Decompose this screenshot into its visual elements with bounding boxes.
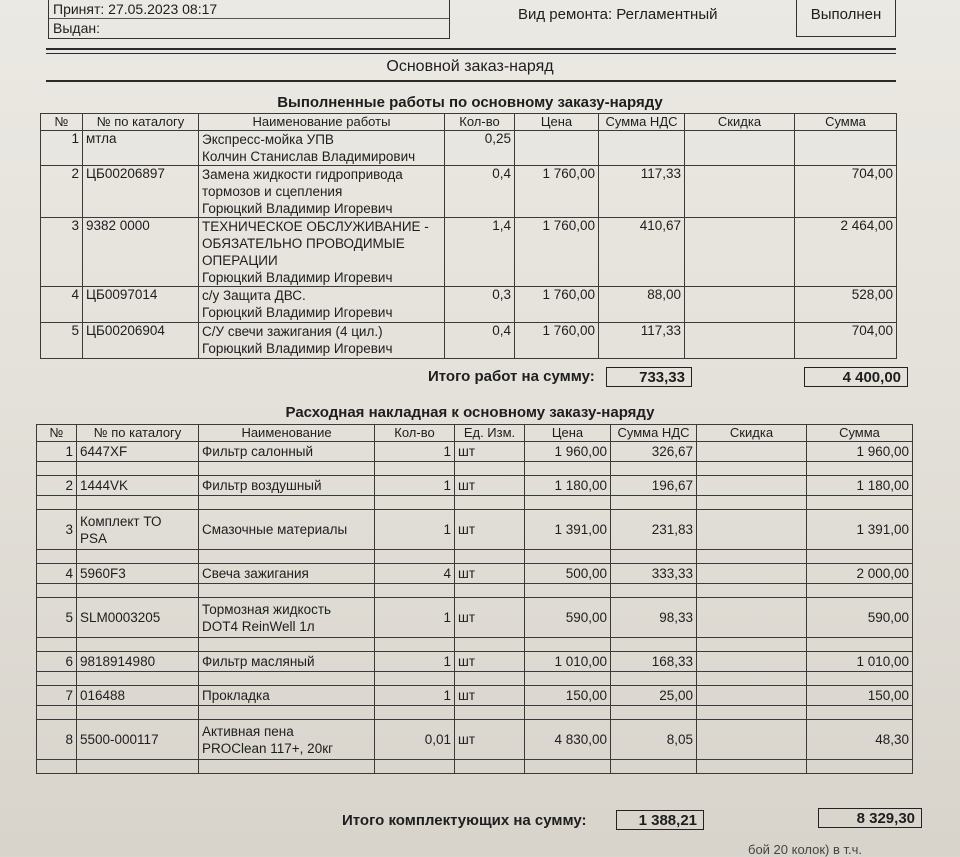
cell-discount (697, 442, 807, 462)
catalog-cell (77, 442, 199, 462)
empty-cell (525, 496, 611, 510)
repair-type: Вид ремонта: Регламентный (518, 6, 718, 23)
row-number: 4 (41, 287, 83, 323)
row-number: 1 (37, 442, 77, 462)
catalog-line: 9818914980 (80, 654, 156, 669)
cell-vat: 231,83 (611, 510, 697, 550)
cell-price: 150,00 (525, 686, 611, 706)
column-header: Наименование работы (199, 114, 445, 131)
empty-cell (375, 672, 455, 686)
part-name-line: Фильтр салонный (202, 444, 314, 459)
empty-cell (611, 638, 697, 652)
empty-cell (697, 496, 807, 510)
table-row (37, 476, 913, 496)
empty-cell (77, 584, 199, 598)
row-number: 2 (41, 166, 83, 218)
cell-discount (697, 720, 807, 760)
empty-cell (807, 672, 913, 686)
empty-cell (199, 550, 375, 564)
spacer-row (37, 706, 913, 720)
empty-cell (697, 706, 807, 720)
works-table-title: Выполненные работы по основному заказу-наряду (277, 94, 663, 111)
empty-cell (525, 706, 611, 720)
empty-cell (375, 638, 455, 652)
empty-cell (375, 760, 455, 774)
cell-qty: 1 (375, 442, 455, 462)
cell-discount (685, 131, 795, 166)
empty-cell (807, 584, 913, 598)
work-name-cell (199, 287, 445, 323)
empty-cell (199, 760, 375, 774)
works-table (40, 113, 897, 359)
empty-cell (697, 760, 807, 774)
work-name-cell (199, 131, 445, 166)
empty-cell (375, 550, 455, 564)
empty-cell (77, 496, 199, 510)
work-name-line: ОПЕРАЦИИ (202, 253, 278, 268)
works-total-vat: 733,33 (606, 367, 692, 387)
empty-cell (525, 760, 611, 774)
row-number: 5 (41, 323, 83, 359)
spacer-row (37, 462, 913, 476)
part-name-cell (199, 652, 375, 672)
cell-unit: шт (455, 652, 525, 672)
empty-cell (199, 584, 375, 598)
parts-total-sum: 8 329,30 (818, 808, 922, 828)
cell-price (515, 131, 599, 166)
cell-sum: 48,30 (807, 720, 913, 760)
empty-cell (455, 496, 525, 510)
empty-cell (77, 462, 199, 476)
column-header: Цена (525, 425, 611, 442)
cell-vat: 25,00 (611, 686, 697, 706)
cell-vat: 98,33 (611, 598, 697, 638)
catalog-cell (77, 598, 199, 638)
cell-discount (697, 652, 807, 672)
empty-cell (199, 672, 375, 686)
cell-sum: 1 960,00 (807, 442, 913, 462)
divider (46, 53, 896, 54)
cell-sum: 2 464,00 (795, 218, 897, 287)
table-row (37, 686, 913, 706)
cell-price: 1 760,00 (515, 287, 599, 323)
table-row (37, 720, 913, 760)
empty-cell (807, 550, 913, 564)
column-header: Сумма НДС (599, 114, 685, 131)
table-row (37, 652, 913, 672)
column-header: Сумма НДС (611, 425, 697, 442)
empty-cell (697, 550, 807, 564)
part-name-line: Свеча зажигания (202, 566, 309, 581)
cell-vat: 333,33 (611, 564, 697, 584)
worker-name: Колчин Станислав Владимирович (202, 149, 416, 164)
work-name-line: тормозов и сцепления (202, 184, 343, 199)
parts-table (36, 424, 913, 774)
catalog-cell (77, 686, 199, 706)
cell-vat: 326,67 (611, 442, 697, 462)
empty-cell (37, 760, 77, 774)
column-header: № по каталогу (77, 425, 199, 442)
cell-price: 1 180,00 (525, 476, 611, 496)
cell-qty: 0,3 (445, 287, 515, 323)
cell-sum: 150,00 (807, 686, 913, 706)
row-number: 8 (37, 720, 77, 760)
cell-vat: 410,67 (599, 218, 685, 287)
work-name-line: с/у Защита ДВС. (202, 288, 306, 303)
empty-cell (611, 672, 697, 686)
empty-cell (199, 496, 375, 510)
status-badge: Выполнен (796, 0, 896, 37)
accepted-date: Принят: 27.05.2023 08:17 (49, 0, 449, 19)
part-name-cell (199, 564, 375, 584)
column-header: Кол-во (445, 114, 515, 131)
cell-price: 1 960,00 (525, 442, 611, 462)
part-name-line: DOT4 ReinWell 1л (202, 618, 315, 634)
cell-price: 4 830,00 (525, 720, 611, 760)
catalog-line: 6447XF (80, 444, 128, 459)
empty-cell (697, 638, 807, 652)
part-name-cell (199, 598, 375, 638)
empty-cell (455, 638, 525, 652)
cell-vat: 117,33 (599, 323, 685, 359)
cell-vat: 196,67 (611, 476, 697, 496)
spacer-row (37, 550, 913, 564)
cell-qty: 1 (375, 510, 455, 550)
empty-cell (77, 638, 199, 652)
cell-price: 1 760,00 (515, 218, 599, 287)
worker-name: Горюцкий Владимир Игоревич (202, 201, 393, 216)
cell-vat: 88,00 (599, 287, 685, 323)
cell-discount (697, 686, 807, 706)
catalog-cell (77, 510, 199, 550)
empty-cell (375, 706, 455, 720)
empty-cell (525, 638, 611, 652)
cell-qty: 1 (375, 476, 455, 496)
work-name-cell (199, 323, 445, 359)
parts-total-label: Итого комплектующих на сумму: (342, 812, 587, 829)
empty-cell (525, 672, 611, 686)
row-number: 7 (37, 686, 77, 706)
worker-name: Горюцкий Владимир Игоревич (202, 341, 393, 356)
empty-cell (455, 760, 525, 774)
row-number: 1 (41, 131, 83, 166)
work-name-line: Экспресс-мойка УПВ (202, 132, 334, 147)
empty-cell (807, 706, 913, 720)
cell-qty: 1,4 (445, 218, 515, 287)
cell-unit: шт (455, 686, 525, 706)
part-name-cell (199, 720, 375, 760)
empty-cell (77, 672, 199, 686)
work-name-cell (199, 166, 445, 218)
empty-cell (697, 584, 807, 598)
catalog-cell (77, 720, 199, 760)
empty-cell (375, 496, 455, 510)
cell-unit: шт (455, 476, 525, 496)
cell-qty: 1 (375, 598, 455, 638)
column-header: Ед. Изм. (455, 425, 525, 442)
cell-qty: 0,4 (445, 323, 515, 359)
column-header: Скидка (685, 114, 795, 131)
empty-cell (807, 760, 913, 774)
cell-sum: 1 391,00 (807, 510, 913, 550)
table-row (41, 218, 897, 287)
catalog-line: SLM0003205 (80, 610, 161, 625)
cell-discount (685, 323, 795, 359)
column-header: Кол-во (375, 425, 455, 442)
table-row (41, 131, 897, 166)
catalog-line: PSA (80, 530, 108, 546)
catalog-line: 1444VK (80, 478, 129, 493)
footer-text: бой 20 колок) в т.ч. (748, 842, 863, 857)
part-name-line: Активная пена (202, 723, 294, 739)
parts-table-title: Расходная накладная к основному заказу-наряду (285, 404, 655, 421)
cell-qty: 0,01 (375, 720, 455, 760)
row-number: 6 (37, 652, 77, 672)
column-header: Скидка (697, 425, 807, 442)
spacer-row (37, 672, 913, 686)
cell-discount (697, 510, 807, 550)
catalog-cell (77, 476, 199, 496)
cell-discount (697, 564, 807, 584)
empty-cell (697, 462, 807, 476)
empty-cell (375, 584, 455, 598)
empty-cell (37, 706, 77, 720)
table-row (41, 166, 897, 218)
cell-vat (599, 131, 685, 166)
cell-qty: 1 (375, 686, 455, 706)
part-name-cell (199, 510, 375, 550)
empty-cell (455, 584, 525, 598)
cell-unit: шт (455, 564, 525, 584)
cell-price: 1 391,00 (525, 510, 611, 550)
empty-cell (199, 706, 375, 720)
empty-cell (37, 496, 77, 510)
empty-cell (77, 550, 199, 564)
worker-name: Горюцкий Владимир Игоревич (202, 305, 393, 320)
cell-sum: 1 180,00 (807, 476, 913, 496)
empty-cell (611, 550, 697, 564)
cell-unit: шт (455, 720, 525, 760)
work-name-line: Замена жидкости гидропривода (202, 167, 403, 182)
empty-cell (807, 462, 913, 476)
empty-cell (525, 584, 611, 598)
catalog-cell (77, 564, 199, 584)
work-name-line: ОБЯЗАТЕЛЬНО ПРОВОДИМЫЕ (202, 236, 405, 251)
cell-unit: шт (455, 510, 525, 550)
catalog-number: мтла (83, 131, 199, 166)
table-row (41, 323, 897, 359)
column-header: № (37, 425, 77, 442)
empty-cell (77, 760, 199, 774)
part-name-line: PROClean 117+, 20кг (202, 740, 334, 756)
cell-discount (685, 287, 795, 323)
spacer-row (37, 584, 913, 598)
empty-cell (77, 706, 199, 720)
empty-cell (611, 496, 697, 510)
worker-name: Горюцкий Владимир Игоревич (202, 270, 393, 285)
row-number: 3 (37, 510, 77, 550)
cell-vat: 8,05 (611, 720, 697, 760)
cell-discount (685, 166, 795, 218)
parts-total-vat: 1 388,21 (616, 810, 704, 830)
empty-cell (37, 550, 77, 564)
empty-cell (37, 672, 77, 686)
catalog-line: 5500-000117 (80, 732, 159, 747)
catalog-number: ЦБ00206904 (83, 323, 199, 359)
work-name-line: С/У свечи зажигания (4 цил.) (202, 324, 383, 339)
empty-cell (611, 706, 697, 720)
cell-qty: 4 (375, 564, 455, 584)
catalog-number: ЦБ0097014 (83, 287, 199, 323)
spacer-row (37, 638, 913, 652)
spacer-row (37, 760, 913, 774)
cell-price: 590,00 (525, 598, 611, 638)
row-number: 5 (37, 598, 77, 638)
cell-price: 1 010,00 (525, 652, 611, 672)
empty-cell (455, 462, 525, 476)
column-header: № по каталогу (83, 114, 199, 131)
row-number: 2 (37, 476, 77, 496)
column-header: Сумма (807, 425, 913, 442)
empty-cell (611, 760, 697, 774)
cell-sum: 704,00 (795, 323, 897, 359)
column-header: № (41, 114, 83, 131)
cell-qty: 0,25 (445, 131, 515, 166)
row-number: 4 (37, 564, 77, 584)
cell-vat: 117,33 (599, 166, 685, 218)
catalog-line: Комплект ТО (80, 513, 162, 529)
empty-cell (455, 550, 525, 564)
empty-cell (807, 496, 913, 510)
cell-sum: 704,00 (795, 166, 897, 218)
empty-cell (37, 462, 77, 476)
part-name-line: Фильтр масляный (202, 654, 315, 669)
part-name-line: Тормозная жидкость (202, 601, 332, 617)
column-header: Сумма (795, 114, 897, 131)
empty-cell (697, 672, 807, 686)
empty-cell (525, 462, 611, 476)
cell-qty: 0,4 (445, 166, 515, 218)
table-row (37, 598, 913, 638)
part-name-line: Прокладка (202, 688, 270, 703)
cell-price: 500,00 (525, 564, 611, 584)
empty-cell (807, 638, 913, 652)
cell-discount (685, 218, 795, 287)
cell-qty: 1 (375, 652, 455, 672)
catalog-number: ЦБ00206897 (83, 166, 199, 218)
header-dates (48, 0, 450, 39)
cell-price: 1 760,00 (515, 323, 599, 359)
empty-cell (525, 550, 611, 564)
catalog-number: 9382 0000 (83, 218, 199, 287)
part-name-line: Фильтр воздушный (202, 478, 322, 493)
empty-cell (37, 584, 77, 598)
issued-date: Выдан: (53, 20, 100, 36)
spacer-row (37, 496, 913, 510)
part-name-line: Смазочные материалы (202, 522, 348, 537)
cell-sum: 528,00 (795, 287, 897, 323)
empty-cell (37, 638, 77, 652)
table-row (41, 287, 897, 323)
cell-sum: 2 000,00 (807, 564, 913, 584)
empty-cell (375, 462, 455, 476)
works-total-sum: 4 400,00 (804, 367, 908, 387)
work-name-cell (199, 218, 445, 287)
cell-sum (795, 131, 897, 166)
divider (46, 80, 896, 82)
cell-sum: 1 010,00 (807, 652, 913, 672)
column-header: Наименование (199, 425, 375, 442)
cell-vat: 168,33 (611, 652, 697, 672)
cell-discount (697, 476, 807, 496)
part-name-cell (199, 686, 375, 706)
empty-cell (611, 462, 697, 476)
cell-price: 1 760,00 (515, 166, 599, 218)
cell-sum: 590,00 (807, 598, 913, 638)
empty-cell (199, 638, 375, 652)
empty-cell (199, 462, 375, 476)
cell-discount (697, 598, 807, 638)
column-header: Цена (515, 114, 599, 131)
section-title: Основной заказ-наряд (386, 58, 554, 75)
cell-unit: шт (455, 598, 525, 638)
catalog-line: 5960F3 (80, 566, 126, 581)
empty-cell (455, 706, 525, 720)
catalog-line: 016488 (80, 688, 126, 703)
works-total-label: Итого работ на сумму: (428, 368, 595, 385)
catalog-cell (77, 652, 199, 672)
empty-cell (455, 672, 525, 686)
part-name-cell (199, 442, 375, 462)
part-name-cell (199, 476, 375, 496)
table-row (37, 510, 913, 550)
cell-unit: шт (455, 442, 525, 462)
divider (46, 48, 896, 50)
empty-cell (611, 584, 697, 598)
table-row (37, 442, 913, 462)
row-number: 3 (41, 218, 83, 287)
table-row (37, 564, 913, 584)
work-name-line: ТЕХНИЧЕСКОЕ ОБСЛУЖИВАНИЕ - (202, 219, 429, 234)
